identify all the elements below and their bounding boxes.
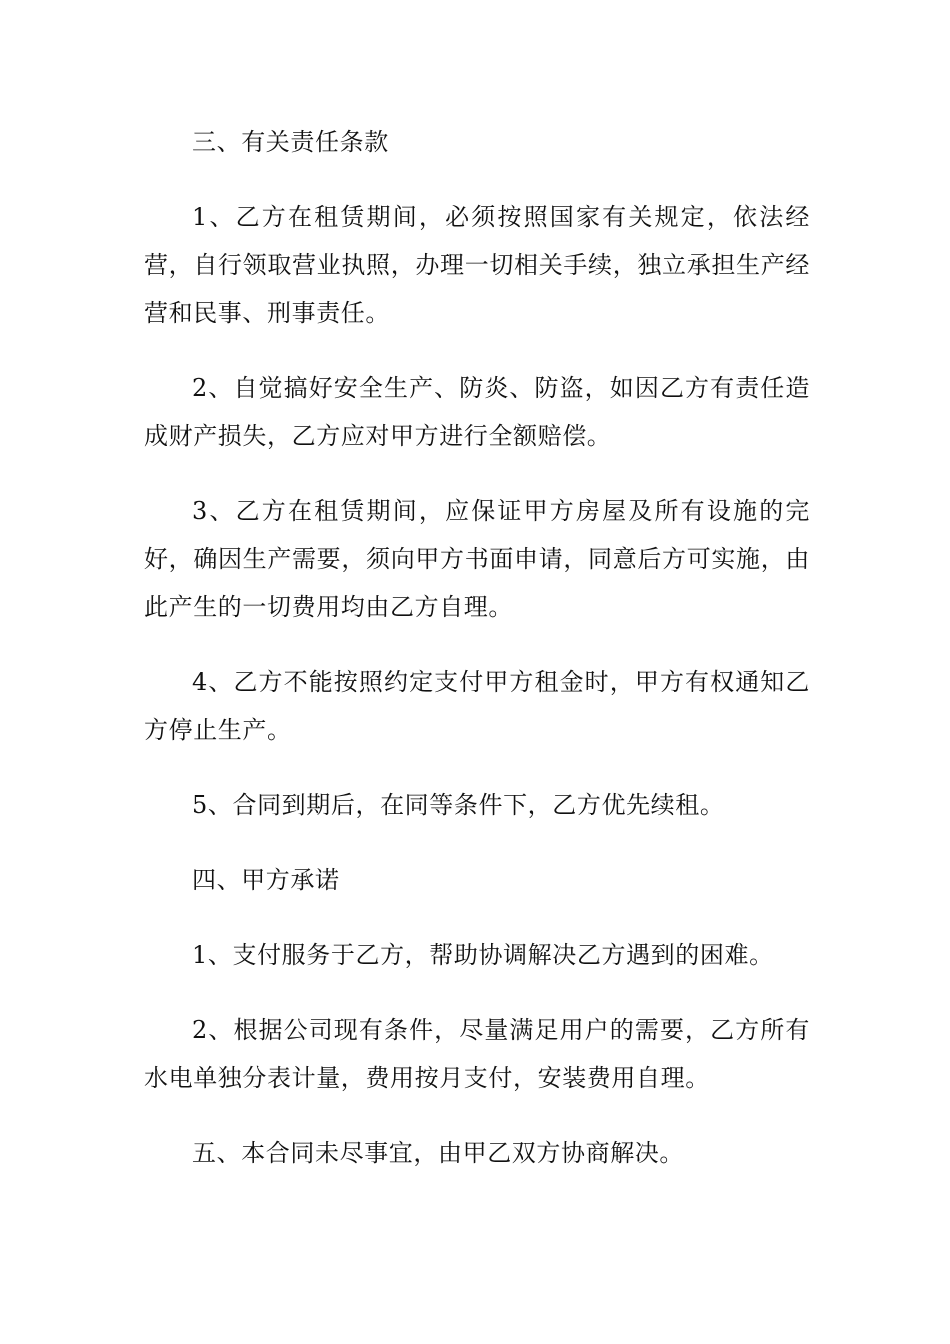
clause-3-5: 5、合同到期后，在同等条件下，乙方优先续租。 — [192, 791, 725, 819]
clause-3-1: 1、乙方在租赁期间，必须按照国家有关规定，依法经营，自行领取营业执照，办理一切相关手续，独立承担生产经营和民事、刑事责任。 — [144, 203, 810, 327]
clause-4-2: 2、根据公司现有条件，尽量满足用户的需要，乙方所有水电单独分表计量，费用按月支付，安装费用自理。 — [144, 1016, 810, 1092]
clause-3-3: 3、乙方在租赁期间，应保证甲方房屋及所有设施的完好，确因生产需要，须向甲方书面申请，同意后方可实施，由此产生的一切费用均由乙方自理。 — [144, 497, 810, 621]
clause-3-2: 2、自觉搞好安全生产、防炎、防盗，如因乙方有责任造成财产损失，乙方应对甲方进行全额赔偿。 — [144, 374, 810, 450]
clause-3-4: 4、乙方不能按照约定支付甲方租金时，甲方有权通知乙方停止生产。 — [144, 668, 810, 744]
section-heading-5: 五、本合同未尽事宜，由甲乙双方协商解决。 — [192, 1139, 684, 1167]
section-heading-4: 四、甲方承诺 — [192, 866, 340, 894]
section-heading-3: 三、有关责任条款 — [192, 128, 389, 156]
clause-4-1: 1、支付服务于乙方，帮助协调解决乙方遇到的困难。 — [192, 941, 774, 969]
